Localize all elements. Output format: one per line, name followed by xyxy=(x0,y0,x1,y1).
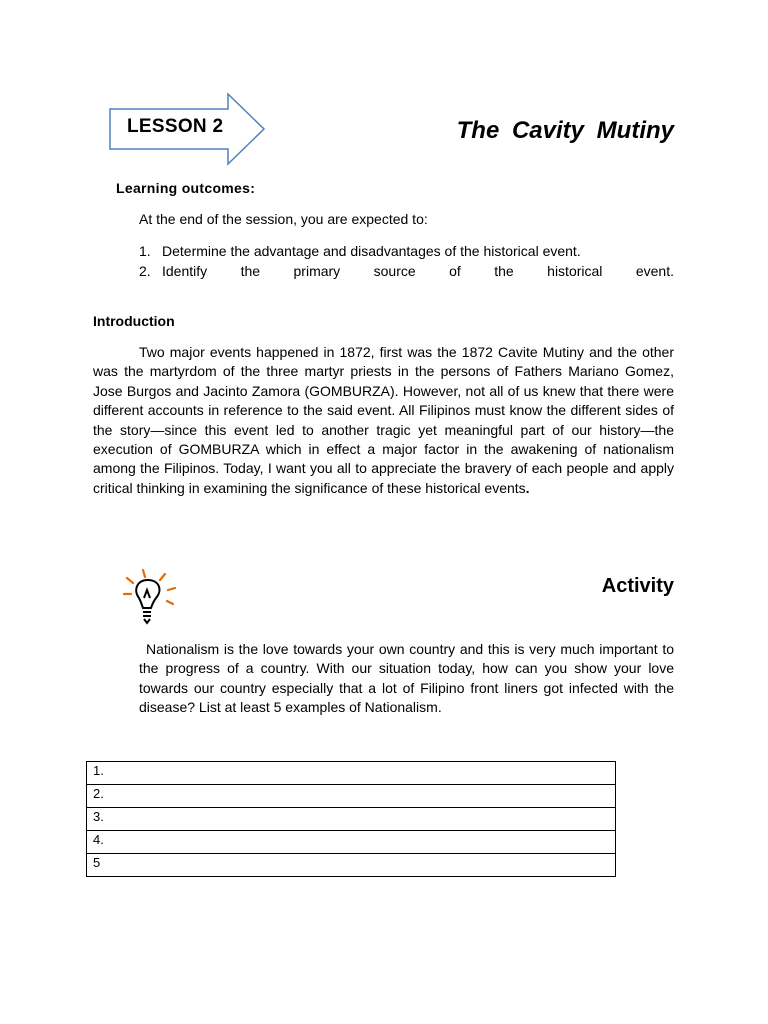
answer-cell-3[interactable]: 3. xyxy=(87,808,616,831)
list-item-text: Determine the advantage and disadvantages of the historical event. xyxy=(162,243,581,259)
list-item-number: 1. xyxy=(139,243,151,259)
table-row xyxy=(87,831,616,854)
introduction-heading: Introduction xyxy=(93,313,175,329)
table-row xyxy=(87,854,616,877)
introduction-text: Two major events happened in 1872, first was the 1872 Cavite Mutiny and the other was the martyrdom of the three martyr priests in the persons of Fathers Mariano Gomez, Jose Burgos and Jacinto Zamora (GOMBURZA). However, not all of us knew that there were different accounts in reference to the said event. All Filipinos must know the different sides of the story—since this event led to another tragic yet meaningful part of our history—the execution of GOMBURZA which in effect a major factor in the awakening of nationalism among the Filipinos. Today, I want you all to appreciate the bravery of each people and apply critical thinking in examining the significance of these historical events xyxy=(93,344,674,496)
answer-cell-2[interactable]: 2. xyxy=(87,785,616,808)
table-row xyxy=(87,808,616,831)
answer-cell-5[interactable]: 5 xyxy=(87,854,616,877)
table-row xyxy=(87,785,616,808)
introduction-end-mark: . xyxy=(525,479,530,496)
learning-outcomes-heading: Learning outcomes: xyxy=(116,180,256,196)
lesson-label: LESSON 2 xyxy=(127,116,224,137)
activity-heading: Activity xyxy=(601,575,674,597)
list-item xyxy=(139,243,674,261)
answer-cell-1[interactable]: 1. xyxy=(87,762,616,785)
table-row xyxy=(87,762,616,785)
lightbulb-icon xyxy=(121,568,179,626)
page-title: The Cavity Mutiny xyxy=(456,117,674,144)
activity-paragraph: Nationalism is the love towards your own country and this is very much important to the progress of a country. With our situation today, how can you show your love towards our country especially that a lot of Filipino front liners got infected with the disease? List at least 5 examples of Nationalism. xyxy=(139,641,674,716)
answer-table xyxy=(86,761,616,877)
introduction-paragraph xyxy=(93,343,674,498)
learning-outcomes-intro: At the end of the session, you are expected to: xyxy=(139,211,428,227)
list-item-number: 2. xyxy=(139,263,151,279)
answer-cell-4[interactable]: 4. xyxy=(87,831,616,854)
list-item-text: Identify the primary source of the historical event. xyxy=(162,263,674,279)
list-item xyxy=(139,263,674,281)
